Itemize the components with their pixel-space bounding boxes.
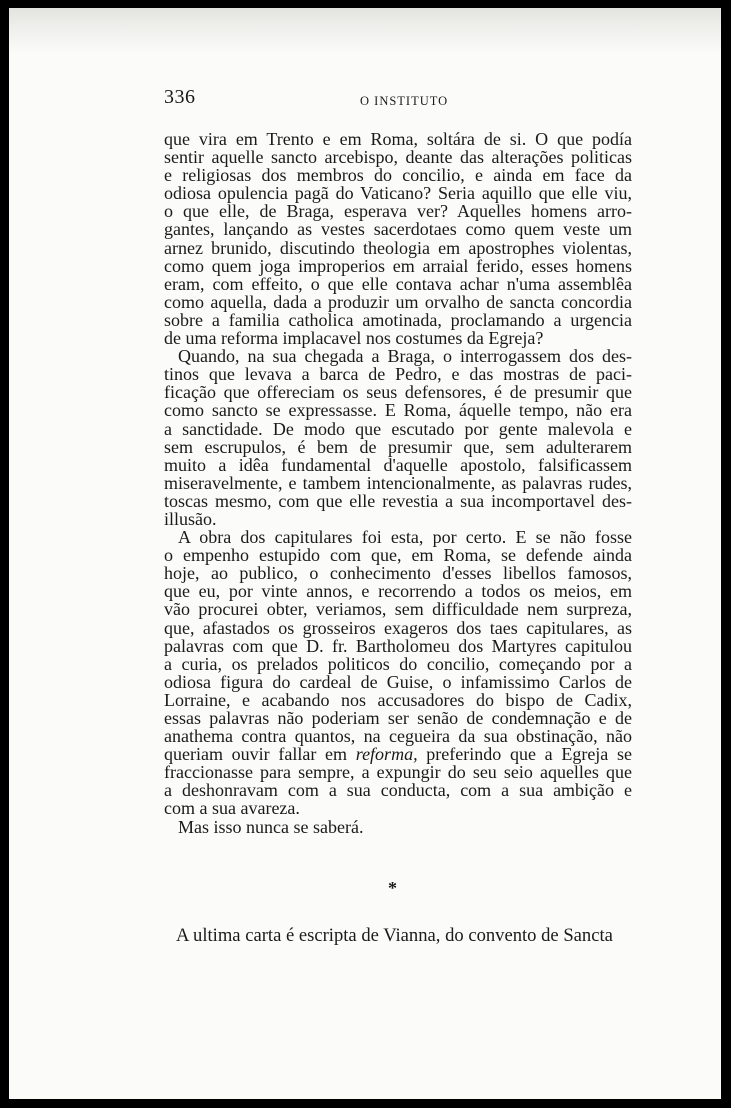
text-line: eram, com effeito, o que elle contava achar n'uma assemblêa — [164, 273, 632, 294]
text-line: ficação que offereciam os seus defensores, é de presumir que — [164, 382, 632, 403]
text-line: palavras com que D. fr. Bartholomeu dos Martyres capitulou — [164, 635, 632, 656]
text-line: essas palavras não poderiam ser senão de condemnação e de — [164, 708, 632, 728]
text-line: o que elle, de Braga, esperava ver? Aquelles homens arro- — [164, 201, 632, 222]
text-line: fraccionasse para sempre, a expungir do seu seio aquelles que — [164, 762, 632, 783]
text-line: odiosa opulencia pagã do Vaticano? Seria aquillo que elle viu, — [164, 183, 632, 204]
text-line: como sancto se expressasse. E Roma, áquelle tempo, não era — [164, 400, 632, 421]
page-number: 336 — [164, 86, 196, 108]
text-line: illusão. — [164, 508, 217, 529]
text-line: e religiosas dos membros do concilio, e ainda em face da — [164, 165, 632, 186]
text-line: que, afastados os grosseiros exageros dos taes capitulares, as — [164, 617, 632, 638]
text-line: a sanctidade. De modo que escutado por gente malevola e — [164, 418, 632, 439]
text-line: que vira em Trento e em Roma, soltára de si. O que podía — [164, 129, 632, 149]
text-line: arnez brunido, discutindo theologia em apostrophes violentas, — [164, 237, 632, 258]
section-separator: * — [388, 878, 397, 898]
text-line: como aquella, dada a produzir um orvalho de sancta concordia — [164, 291, 632, 312]
text-line: Mas isso nunca se saberá. — [178, 816, 364, 837]
running-title: O INSTITUTO — [360, 94, 449, 108]
body-text — [164, 130, 632, 836]
text-line: a deshonravam com a sua conducta, com a sua ambição e — [164, 780, 632, 801]
text-line: miseravelmente, e tambem intencionalmente, as palavras rudes, — [164, 472, 632, 493]
text-line: muito a idêa fundamental d'aquelle apostolo, falsificassem — [164, 454, 632, 475]
text-line: a curia, os prelados politicos do concilio, começando por a — [164, 653, 632, 674]
text-line: sobre a familia catholica amotinada, proclamando a urgencia — [164, 309, 632, 330]
text-line: como quem joga improperios em arraial ferido, esses homens — [164, 255, 632, 276]
text-line: anathema contra quantos, na cegueira da sua obstinação, não — [164, 726, 632, 747]
text-line: gantes, lançando as vestes sacerdotaes como quem veste um — [164, 219, 632, 240]
text-line: hoje, ao publico, o conhecimento d'esses libellos famosos, — [164, 563, 632, 584]
text-line: vão procurei obter, veriamos, sem difficuldade nem surpreza, — [164, 599, 632, 620]
text-line: Quando, na sua chegada a Braga, o interrogassem dos des- — [178, 346, 632, 367]
emphasis-word: reforma, — [355, 744, 418, 765]
text-line: sem escrupulos, é bem de presumir que, sem adulterarem — [164, 436, 632, 457]
text-line: tinos que levava a barca de Pedro, e das mostras de paci- — [164, 364, 632, 385]
text-line: o empenho estupido com que, em Roma, se defende ainda — [164, 545, 632, 566]
text-line: sentir aquelle sancto arcebispo, deante das alterações politicas — [164, 147, 632, 168]
text-line: toscas mesmo, com que elle revestia a sua incomportavel des- — [164, 490, 632, 511]
text-line: de uma reforma implacavel nos costumes da Egreja? — [164, 328, 544, 349]
text-line: queriam ouvir fallar em reforma, preferindo que a Egreja se — [164, 744, 632, 765]
text-line: que eu, por vinte annos, e recorrendo a todos os meios, em — [164, 581, 632, 602]
text-line: com a sua avareza. — [164, 798, 300, 819]
text-line: Lorraine, e acabando nos accusadores do bispo de Cadix, — [164, 689, 632, 710]
scan-smudge — [9, 8, 721, 54]
page-header — [164, 86, 632, 112]
text-line: odiosa figura do cardeal de Guise, o infamissimo Carlos de — [164, 671, 632, 692]
closing-line: A ultima carta é escripta de Vianna, do convento de Sancta — [176, 925, 613, 946]
text-line: A obra dos capitulares foi esta, por certo. E se não fosse — [178, 527, 632, 548]
